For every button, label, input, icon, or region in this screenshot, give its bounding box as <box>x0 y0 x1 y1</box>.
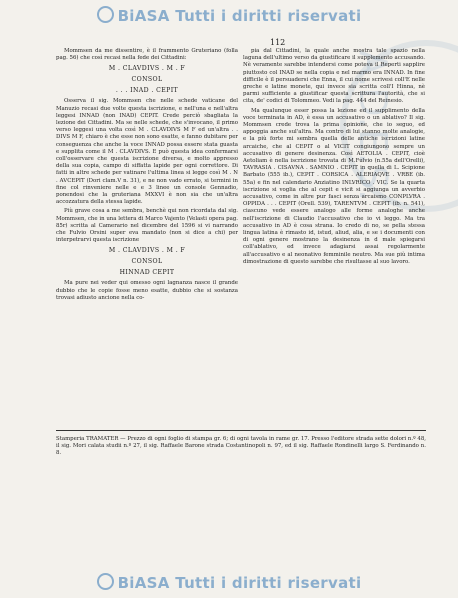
copyright-icon <box>97 6 114 23</box>
seal-lettering: A.D.E.S. <box>351 50 395 202</box>
watermark-bottom-text: BiASA Tutti i diritti riservati <box>117 574 362 592</box>
paragraph: Ma qualunque esser possa la lezione ed il supplimento della voce terminata in AD, è essa un accusativo o un ablativo? Il sig. Mommsen crede trova la prima opinione, che io seguo, ed appoggia anche sul'altra. Ma contro di lui stanno molte analogie, e la più forte mi sembra quella delle antiche iscrizioni latine arcaiche, che al CEPIT o al VICIT congiungono sempre un accusativo di genere desinenza. Così AETOLIA . CEPIT, cioè Aetoliam è nella iscrizione trovata di M.Fulvio (n.55a dell'Orelli), TAVRASIA . CISAVNA . SAMNIO . CEPIT in quella di L. Scipione Barbato (555 ib.), CEPIT . CORSICA . ALERIAQVE . VRBE (ib. 55a) e fin nel calendario Anziatino INLVRICO . VIC. Se la quarta iscrizione si voglia che al cepit e vicit si aggiunga un avverbio accusativo, come in altre pur fasci senza arcaismo CONPLVRA . OPPIDA . . . CEPIT (Orell. 539), TARENTVM . CEPIT (ib. n. 541), ciascuno vede essere analogo alle forme analoghe anche nell'iscrizione di Claudio l'accusativo che io vi leggo. Ma tra accusativo in AD è cosa strana. Io credo di no, se pella stessa lingua latina è rimasto id, istud, aliud, alia, e se i documenti con di ogni genere mostrano la desinenza in d male spiegarsi coll'ablativo, ed invece adagiarsi assai regolarmente all'accusativo e al neonativo femminile neutro. Ma sue più intima dimostrazione di questo sarebbe che risultasse al suo lavoro. <box>243 107 425 265</box>
copyright-icon <box>97 573 114 590</box>
footer-note: Stamperia TRAMATER — Prezzo di ogni foglio di stampa gr. 6; di ogni tavola in rame gr. 17. Presso l'editore strada sette dolori n.º 48, il sig. Mori calata studii n.º 27, il sig. Raffaele Barone strada Costantinopoli n. 97, ed il sig. Raffaele Rondinelli largo S. Ferdinando n. 8. <box>56 436 426 457</box>
paragraph: Osserva il sig. Mommsen che nelle schede vaticane del Manuzio recasi due volte questa iscrizione, e nell'una e nell'altra leggesi INNAD (non INAD) CEPIT. Crede perciò sbagliata la lezione dei Cittadini. Ma se nelle schede, che s'invocano, il primo verso leggesi una volta così M . CLAVDIVS M F ed un'altra . . DIVS M F, chiaro è che esse non sono esatte, e fanno dubitare per conseguenza che anche la voce INNAD possa essere stata guasta e supplita come il M . CLAVDIVS. E può questa idea confermarsi coll'osservare che questa iscrizione diversa, e molto appresso della sua copia, campo di siffatta lapide per ogni correttore. Di fatti in altre schede per vatinare l'ultima linea si legge così M . N . AVCEPIT (Dori clam.V n. 31), e ne non vado errato, si termini in fine col rinveniere nelle e e 3 linee un console Gennadio, ponendosi che la gruteriana MXXVI è non sia che un'altra accozzatura della stessa lapide. <box>56 98 238 206</box>
left-column <box>56 48 238 304</box>
paragraph: Ma pure nei veder qui omesso ogni lagnanza nasce il grande dubbio che le copie fosse meno esatte, dubbio che si sostanza trovasi adiusto ancione nella co- <box>56 280 238 301</box>
paragraph: pia dal Cittadini, la quale anche mostra tale spazio nella laguna dell'ultimo verso da giustificare il supplemento accusando. Nè veramente sarebbe intendersi come poteva il Reperti sapplire piuttosto col INAD se nella copia e nel marmo era INNAD. In fine difficile è il persuadersi che Enna, il cui nome scrivesi coll'E nelle greche e latine monete, qui invece sia scritta coll'I Hinna, nè parmi sufficiente a giustificar questa scrittura l'autorità, che si cita, de' codici di Tolommeo. Vedi la pag. 444 del Reinesio. <box>243 48 425 105</box>
paragraph: Mommsen da me dissentire, è il frammento Gruteriano (folla pag. 56) che così recasi nella fede dei Cittadini: <box>56 48 238 62</box>
inscription-line: M . CLAVDIVS . M . F <box>108 65 186 73</box>
footer-divider <box>56 430 426 431</box>
watermark-bottom <box>0 573 458 592</box>
page-number: 112 <box>270 38 286 47</box>
inscription-line: CONSOL <box>131 258 163 266</box>
inscription-line: CONSOL <box>131 76 163 84</box>
right-column <box>243 48 425 268</box>
inscription-line: HINNAD CEPIT <box>119 269 175 277</box>
watermark-top-text: BiASA Tutti i diritti riservati <box>117 7 362 25</box>
paragraph: Più grave cosa a me sembra, benchè qui non ricordata dal sig. Mommsen, che in una lettera di Marco Vajento (Velasti opera pag. 85r) scritta al Camerario nel dicembre del 1596 si vi narrando che Fulvio Orsini super eva mandato (non si dice a chi) per interpetrarvi questa iscrizione <box>56 208 238 244</box>
inscription-line: M . CLAVDIVS . M . F <box>108 247 186 255</box>
watermark-top <box>0 6 458 25</box>
inscription-line: . . . INAD . CEPIT <box>115 87 179 95</box>
